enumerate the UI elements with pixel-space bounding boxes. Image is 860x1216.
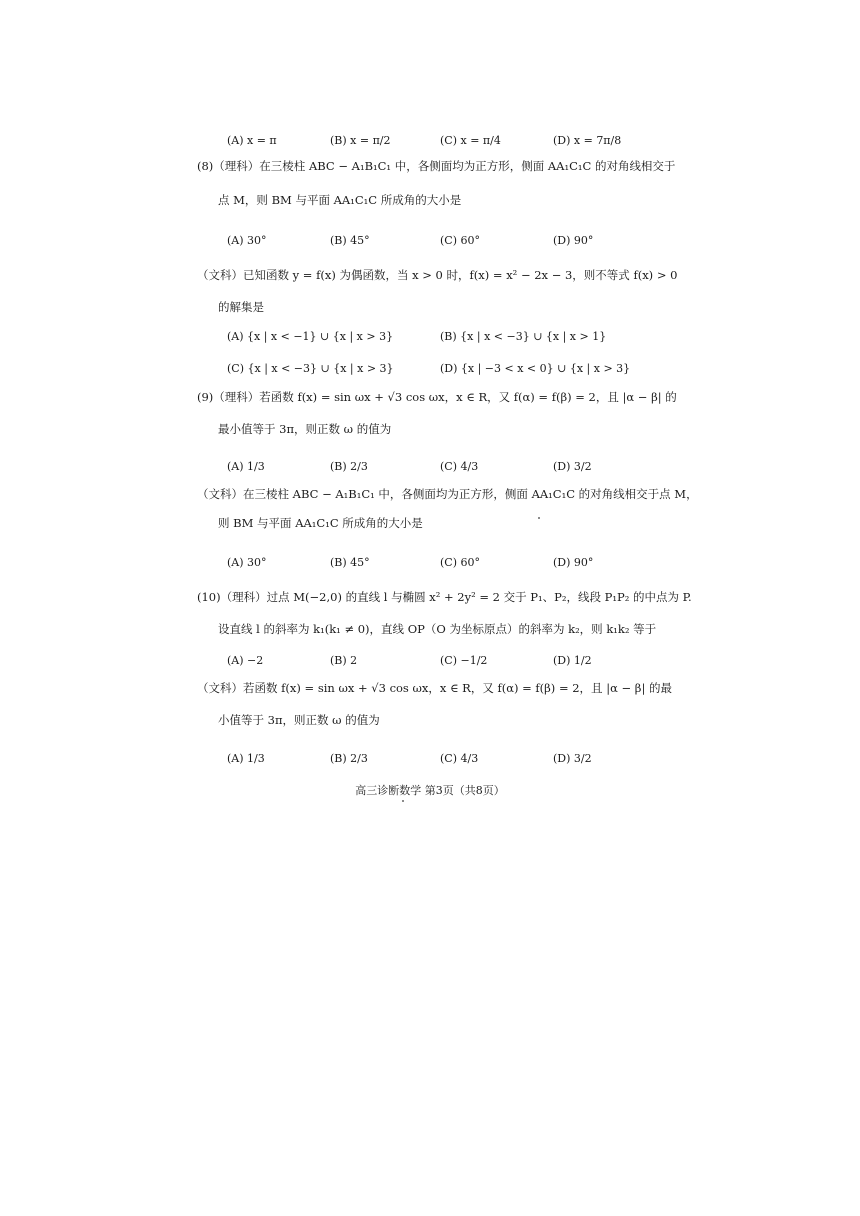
q10-wen-option-c: (C) 4/3 — [440, 752, 479, 765]
q9-li-option-d: (D) 3/2 — [553, 460, 592, 473]
q9-wen-stem-line1: （文科）在三棱柱 ABC − A₁B₁C₁ 中，各侧面均为正方形，侧面 AA₁C₁C 的对角线相交于点 M， — [197, 487, 698, 501]
q9-wen-option-d: (D) 90° — [553, 556, 594, 569]
q9-wen-option-c: (C) 60° — [440, 556, 480, 569]
q9-li-option-a: (A) 1/3 — [227, 460, 265, 473]
q9-li-option-b: (B) 2/3 — [330, 460, 368, 473]
q9-wen-stem-line2: 则 BM 与平面 AA₁C₁C 所成角的大小是 — [218, 516, 423, 530]
q8-wen-stem-line1: （文科）已知函数 y = f(x) 为偶函数，当 x > 0 时，f(x) = x² − 2x − 3，则不等式 f(x) > 0 — [197, 268, 678, 282]
q8-li-stem-line1: (8)（理科）在三棱柱 ABC − A₁B₁C₁ 中，各侧面均为正方形，侧面 AA₁C₁C 的对角线相交于 — [197, 159, 676, 173]
q7-option-c: (C) x = π/4 — [440, 134, 501, 147]
q9-li-stem-line1: (9)（理科）若函数 f(x) = sin ωx + √3 cos ωx，x ∈ R，又 f(α) = f(β) = 2，且 |α − β| 的 — [197, 390, 677, 404]
q8-wen-option-a: (A) {x | x < −1} ∪ {x | x > 3} — [227, 330, 394, 343]
q10-li-stem-line2: 设直线 l 的斜率为 k₁(k₁ ≠ 0)，直线 OP（O 为坐标原点）的斜率为 k₂，则 k₁k₂ 等于 — [218, 622, 657, 636]
q9-li-option-c: (C) 4/3 — [440, 460, 479, 473]
q9-wen-option-b: (B) 45° — [330, 556, 370, 569]
q8-li-option-b: (B) 45° — [330, 234, 370, 247]
q10-li-option-d: (D) 1/2 — [553, 654, 592, 667]
q8-wen-option-b: (B) {x | x < −3} ∪ {x | x > 1} — [440, 330, 607, 343]
q10-wen-stem-line1: （文科）若函数 f(x) = sin ωx + √3 cos ωx，x ∈ R，又 f(α) = f(β) = 2，且 |α − β| 的最 — [197, 681, 672, 695]
q10-wen-option-a: (A) 1/3 — [227, 752, 265, 765]
q8-wen-options — [227, 330, 631, 380]
q7-option-b: (B) x = π/2 — [330, 134, 391, 147]
q8-li-stem-line2: 点 M，则 BM 与平面 AA₁C₁C 所成角的大小是 — [218, 193, 462, 207]
q10-wen-option-d: (D) 3/2 — [553, 752, 592, 765]
q8-wen-stem-line2: 的解集是 — [218, 300, 264, 314]
q9-wen-option-a: (A) 30° — [227, 556, 267, 569]
q10-li-option-a: (A) −2 — [227, 654, 264, 667]
scan-speck — [402, 800, 404, 802]
q8-li-option-d: (D) 90° — [553, 234, 594, 247]
q10-li-stem-line1: (10)（理科）过点 M(−2,0) 的直线 l 与椭圆 x² + 2y² = 2 交于 P₁、P₂，线段 P₁P₂ 的中点为 P. — [197, 590, 692, 604]
q8-li-option-a: (A) 30° — [227, 234, 267, 247]
q8-wen-option-c: (C) {x | x < −3} ∪ {x | x > 3} — [227, 362, 394, 375]
q7-option-a: (A) x = π — [227, 134, 277, 147]
q8-li-option-c: (C) 60° — [440, 234, 480, 247]
q9-li-stem-line2: 最小值等于 3π，则正数 ω 的值为 — [218, 422, 392, 436]
q10-wen-option-b: (B) 2/3 — [330, 752, 368, 765]
q10-wen-stem-line2: 小值等于 3π，则正数 ω 的值为 — [218, 713, 380, 727]
q8-wen-option-d: (D) {x | −3 < x < 0} ∪ {x | x > 3} — [440, 362, 631, 375]
q7-option-d: (D) x = 7π/8 — [553, 134, 622, 147]
scan-speck — [538, 517, 540, 519]
q10-li-option-c: (C) −1/2 — [440, 654, 488, 667]
page-footer: 高三诊断数学 第3页（共8页） — [355, 784, 505, 797]
q10-li-option-b: (B) 2 — [330, 654, 358, 667]
